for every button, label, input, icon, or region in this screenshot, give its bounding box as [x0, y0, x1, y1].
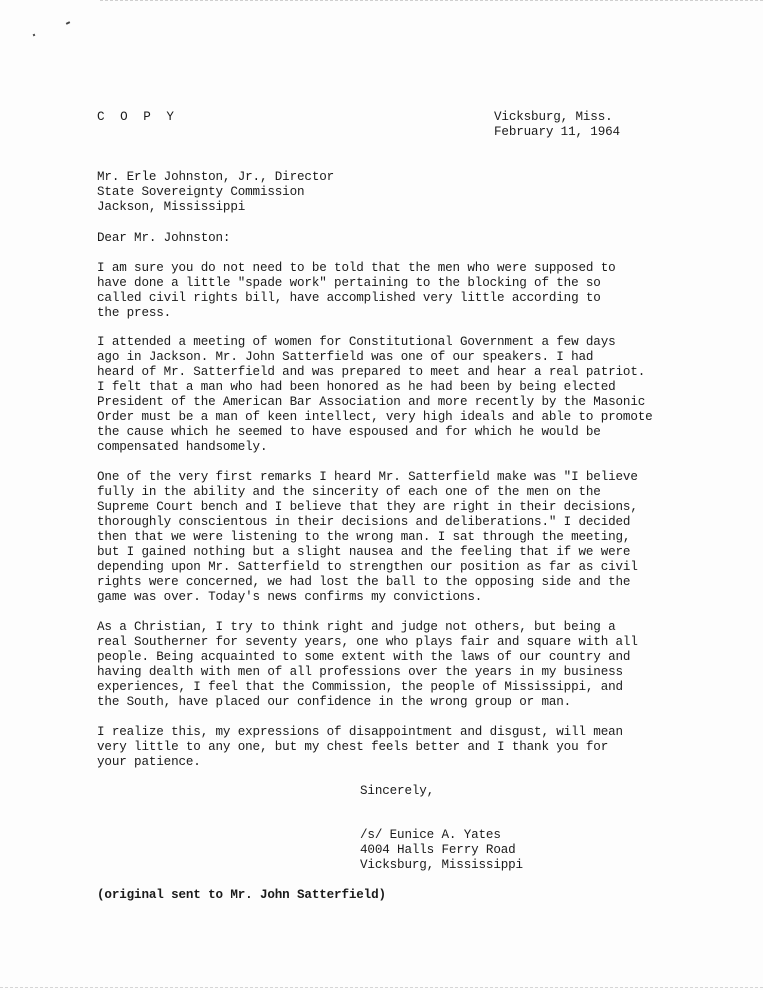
bottom-scan-edge: [0, 987, 763, 988]
signature-name: /s/ Eunice A. Yates: [360, 828, 501, 842]
text-line: Supreme Court bench and I believe that they are right in their decisions,: [97, 500, 638, 514]
letter-place: Vicksburg, Miss.: [494, 110, 613, 124]
address-line: Mr. Erle Johnston, Jr., Director: [97, 170, 335, 184]
text-line: One of the very first remarks I heard Mr. Satterfield make was "I believe: [97, 470, 638, 484]
text-line: As a Christian, I try to think right and judge not others, but being a: [97, 620, 616, 634]
text-line: I attended a meeting of women for Constitutional Government a few days: [97, 335, 616, 349]
text-line: called civil rights bill, have accomplished very little according to: [97, 291, 601, 305]
body-paragraph: [97, 725, 677, 770]
text-line: game was over. Today's news confirms my convictions.: [97, 590, 483, 604]
signature-block: [360, 828, 523, 873]
text-line: your patience.: [97, 755, 201, 769]
text-line: I felt that a man who had been honored as he had been by being elected: [97, 380, 616, 394]
text-line: the South, have placed our confidence in the wrong group or man.: [97, 695, 572, 709]
text-line: fully in the ability and the sincerity of each one of the men on the: [97, 485, 601, 499]
text-line: thoroughly conscientous in their decisions and deliberations." I decided: [97, 515, 631, 529]
top-scan-edge: [100, 0, 763, 1]
text-line: experiences, I feel that the Commission, the people of Mississippi, and: [97, 680, 623, 694]
address-line: State Sovereignty Commission: [97, 185, 305, 199]
body-paragraph: [97, 261, 677, 321]
text-line: but I gained nothing but a slight nausea and the feeling that if we were: [97, 545, 631, 559]
signature-street: 4004 Halls Ferry Road: [360, 843, 516, 857]
text-line: the cause which he seemed to have espoused and for which he would be: [97, 425, 601, 439]
scan-speck: [33, 34, 36, 37]
address-line: Jackson, Mississippi: [97, 200, 246, 214]
text-line: ago in Jackson. Mr. John Satterfield was one of our speakers. I had: [97, 350, 594, 364]
text-line: depending upon Mr. Satterfield to strengthen our position as far as civil: [97, 560, 638, 574]
closing: Sincerely,: [360, 784, 435, 798]
text-line: I realize this, my expressions of disappointment and disgust, will mean: [97, 725, 623, 739]
text-line: compensated handsomely.: [97, 440, 268, 454]
text-line: President of the American Bar Association and more recently by the Masonic: [97, 395, 646, 409]
signature-city: Vicksburg, Mississippi: [360, 858, 523, 872]
text-line: real Southerner for seventy years, one who plays fair and square with all: [97, 635, 638, 649]
scan-speck: [66, 21, 70, 25]
text-line: rights were concerned, we had lost the ball to the opposing side and the: [97, 575, 631, 589]
text-line: heard of Mr. Satterfield and was prepared to meet and hear a real patriot.: [97, 365, 646, 379]
body-paragraph: [97, 335, 677, 455]
recipient-address: [97, 170, 334, 215]
text-line: Order must be a man of keen intellect, very high ideals and able to promote: [97, 410, 653, 424]
text-line: then that we were listening to the wrong man. I sat through the meeting,: [97, 530, 631, 544]
text-line: very little to any one, but my chest feels better and I thank you for: [97, 740, 609, 754]
text-line: people. Being acquainted to some extent with the laws of our country and: [97, 650, 631, 664]
body-paragraph: [97, 470, 677, 605]
text-line: I am sure you do not need to be told that the men who were supposed to: [97, 261, 616, 275]
place-date-block: [494, 110, 620, 140]
letter-date: February 11, 1964: [494, 125, 620, 139]
text-line: having dealth with men of all professions over the years in my business: [97, 665, 623, 679]
body-paragraph: [97, 620, 677, 710]
original-sent-note: (original sent to Mr. John Satterfield): [97, 888, 386, 902]
copy-label: C O P Y: [97, 110, 178, 124]
text-line: the press.: [97, 306, 172, 320]
salutation: Dear Mr. Johnston:: [97, 231, 231, 245]
text-line: have done a little "spade work" pertaining to the blocking of the so: [97, 276, 601, 290]
